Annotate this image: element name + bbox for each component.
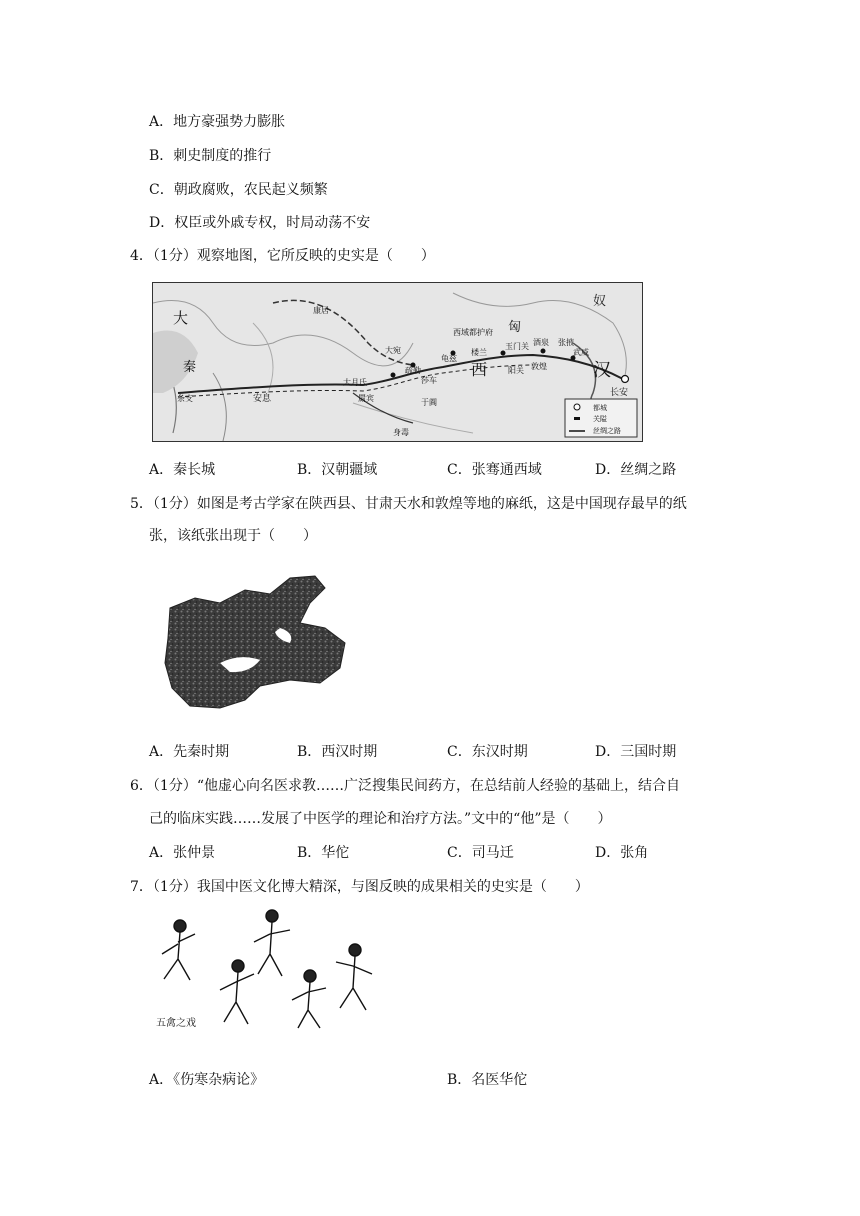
q3-option-a: A．地方豪强势力膨胀 <box>149 114 286 130</box>
svg-text:丝绸之路: 丝绸之路 <box>593 427 621 435</box>
silk-road-map-drawing <box>153 283 642 441</box>
svg-text:康居: 康居 <box>313 306 329 315</box>
svg-text:大: 大 <box>173 309 189 327</box>
svg-text:都城: 都城 <box>593 404 607 412</box>
figure-caption: 五禽之戏 <box>156 1018 196 1029</box>
svg-text:疏勒: 疏勒 <box>405 366 421 375</box>
svg-text:酒泉: 酒泉 <box>533 338 549 347</box>
svg-text:于阗: 于阗 <box>421 398 437 407</box>
q5-stem-line-1: 5．（1分）如图是考古学家在陕西县、甘肃天水和敦煌等地的麻纸，这是中国现存最早的纸 <box>130 496 687 512</box>
q5-stem-line-2: 张，该纸张出现于（ ） <box>149 528 317 544</box>
svg-text:罽宾: 罽宾 <box>358 394 374 403</box>
svg-text:长安: 长安 <box>610 388 629 398</box>
svg-text:汉: 汉 <box>593 360 611 381</box>
q5-option-c: C．东汉时期 <box>447 744 528 760</box>
q4-option-b: B．汉朝疆域 <box>297 462 378 478</box>
q6-stem-line-1: 6．（1分）“他虚心向名医求教……广泛搜集民间药方，在总结前人经验的基础上，结合自 <box>130 778 680 794</box>
svg-text:秦: 秦 <box>183 360 197 375</box>
q6-option-b: B．华佗 <box>297 845 350 861</box>
svg-text:西: 西 <box>471 360 488 379</box>
svg-text:阳关: 阳关 <box>508 366 524 375</box>
hemp-paper-photo <box>150 568 360 723</box>
q3-option-b: B．刺史制度的推行 <box>149 148 272 164</box>
hemp-paper-drawing <box>150 568 360 723</box>
q7-option-b: B．名医华佗 <box>447 1072 528 1088</box>
svg-text:关隘: 关隘 <box>593 415 607 423</box>
svg-text:大月氏: 大月氏 <box>343 378 367 387</box>
q5-option-a: A．先秦时期 <box>149 744 230 760</box>
svg-text:匈: 匈 <box>508 320 522 335</box>
svg-text:莎车: 莎车 <box>421 376 437 385</box>
q6-option-c: C．司马迁 <box>447 845 514 861</box>
svg-text:张掖: 张掖 <box>558 338 574 347</box>
q3-option-c: C．朝政腐败，农民起义频繁 <box>149 182 328 198</box>
svg-text:武威: 武威 <box>573 348 589 357</box>
q6-stem-line-2: 己的临床实践……发展了中医学的理论和治疗方法。”文中的“他”是（ ） <box>149 811 612 827</box>
svg-text:敦煌: 敦煌 <box>531 362 547 371</box>
svg-text:奴: 奴 <box>593 294 607 309</box>
five-animal-figures-drawing <box>150 904 386 1042</box>
q5-option-b: B．西汉时期 <box>297 744 378 760</box>
q4-option-a: A．秦长城 <box>149 462 216 478</box>
svg-text:安息: 安息 <box>253 394 272 404</box>
q4-option-d: D．丝绸之路 <box>595 462 677 478</box>
svg-text:身毒: 身毒 <box>393 428 409 437</box>
q6-option-d: D．张角 <box>595 845 649 861</box>
q5-option-d: D．三国时期 <box>595 744 677 760</box>
q3-option-d: D．权臣或外戚专权，时局动荡不安 <box>149 215 371 231</box>
svg-text:条支: 条支 <box>177 394 193 403</box>
q4-option-c: C．张骞通西域 <box>447 462 542 478</box>
svg-text:大宛: 大宛 <box>385 346 401 355</box>
svg-text:西域都护府: 西域都护府 <box>453 328 493 337</box>
q4-stem: 4．（1分）观察地图，它所反映的史实是（ ） <box>130 248 435 264</box>
q7-option-a: A．《伤寒杂病论》 <box>149 1072 265 1088</box>
svg-text:玉门关: 玉门关 <box>505 342 529 351</box>
q7-stem: 7．（1分）我国中医文化博大精深，与图反映的成果相关的史实是（ ） <box>130 879 589 895</box>
five-animal-exercise-illustration <box>150 904 386 1042</box>
silk-road-map <box>152 282 643 442</box>
q6-option-a: A．张仲景 <box>149 845 216 861</box>
svg-text:楼兰: 楼兰 <box>471 348 487 357</box>
svg-text:龟兹: 龟兹 <box>441 354 457 363</box>
